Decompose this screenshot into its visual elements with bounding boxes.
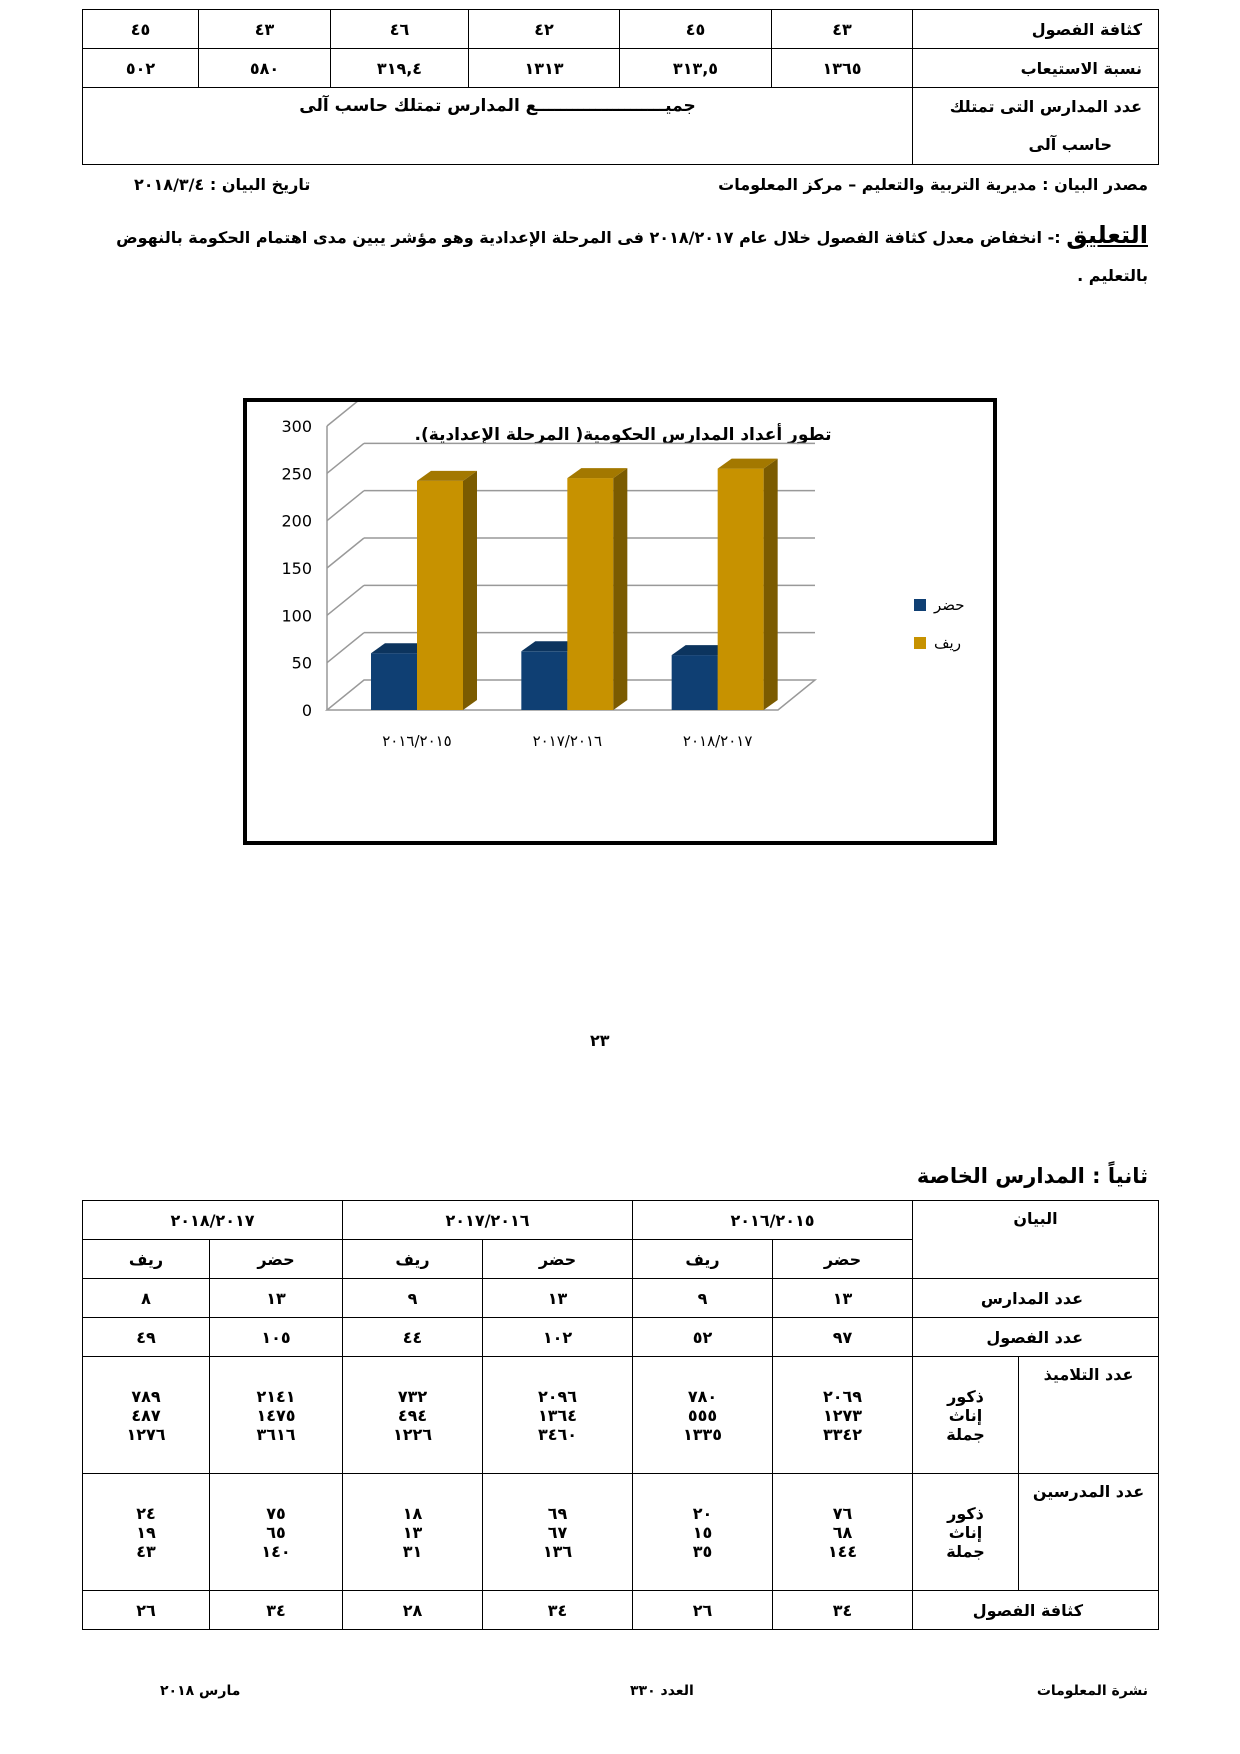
legend-label: حضر bbox=[934, 596, 965, 614]
table-top bbox=[82, 9, 1159, 165]
cell: ٤٤ bbox=[343, 1318, 483, 1357]
footer-date: مارس ٢٠١٨ bbox=[160, 1683, 241, 1699]
cell: ١٣ bbox=[210, 1279, 343, 1318]
gridline bbox=[327, 491, 364, 521]
cell: ٣٤ bbox=[773, 1591, 913, 1630]
comment-label: التعليق bbox=[1066, 221, 1148, 249]
row-label-computers bbox=[913, 88, 1159, 165]
cell: ٩ bbox=[343, 1279, 483, 1318]
cell: ٢١٤١ ١٤٧٥ ٣٦١٦ bbox=[210, 1357, 343, 1474]
row-label-classes: عدد الفصول bbox=[913, 1318, 1159, 1357]
y-tick-label: 250 bbox=[281, 464, 312, 484]
footer-publication: نشرة المعلومات bbox=[1036, 1683, 1148, 1699]
page-number: ٢٣ bbox=[590, 1031, 610, 1050]
row-label-teachers bbox=[1019, 1474, 1159, 1591]
sub-label-total: جملة bbox=[946, 1541, 985, 1561]
bar-front bbox=[567, 478, 613, 710]
cell: ٣١٣,٥ bbox=[620, 49, 772, 88]
computers-value-text: جميــــــــــــــــــــــع المدارس تمتلك حاسب آلى bbox=[299, 96, 696, 116]
year-header: ٢٠١٨/٢٠١٧ bbox=[83, 1201, 343, 1240]
data-date: تاريخ البيان : ٢٠١٨/٣/٤ bbox=[134, 175, 311, 194]
bar-front bbox=[672, 655, 718, 710]
bar-side bbox=[463, 471, 477, 710]
chart-frame bbox=[243, 398, 997, 845]
y-tick-label: 200 bbox=[281, 511, 312, 531]
cell: ٥٠٢ bbox=[83, 49, 199, 88]
cell: ٦٩ ٦٧ ١٣٦ bbox=[483, 1474, 633, 1591]
bars bbox=[371, 459, 778, 710]
row-label-density: كثافة الفصول bbox=[913, 10, 1159, 49]
sub-header: ريف bbox=[633, 1240, 773, 1279]
cell: ٢٦ bbox=[83, 1591, 210, 1630]
teachers-sub-labels bbox=[913, 1474, 1019, 1591]
sub-label-female: إناث bbox=[948, 1405, 983, 1425]
cell: ٣١٩,٤ bbox=[331, 49, 469, 88]
computers-value bbox=[83, 88, 913, 165]
cell: ٥٢ bbox=[633, 1318, 773, 1357]
y-tick-label: 0 bbox=[301, 701, 312, 720]
table-row bbox=[83, 88, 1159, 165]
computers-label-line1: عدد المدارس التى تمتلك bbox=[949, 97, 1142, 116]
gridline bbox=[327, 402, 364, 426]
bar-chart bbox=[247, 402, 993, 841]
cell: ٤٢ bbox=[469, 10, 620, 49]
bar-front bbox=[718, 469, 764, 710]
cell: ٤٣ bbox=[772, 10, 913, 49]
sub-header: ريف bbox=[83, 1240, 210, 1279]
row-label-schools: عدد المدارس bbox=[913, 1279, 1159, 1318]
row-label-density: كثافة الفصول bbox=[913, 1591, 1159, 1630]
row-label-students bbox=[1019, 1357, 1159, 1474]
cell: ١٠٥ bbox=[210, 1318, 343, 1357]
computers-label-line2: حاسب آلى bbox=[1028, 135, 1112, 154]
sub-header: حضر bbox=[773, 1240, 913, 1279]
table-private-schools bbox=[82, 1200, 1159, 1630]
y-tick-label: 150 bbox=[281, 559, 312, 578]
section-title: ثانياً : المدارس الخاصة bbox=[916, 1164, 1148, 1188]
cell: ٤٣ bbox=[199, 10, 331, 49]
cell: ١٣ bbox=[483, 1279, 633, 1318]
comment bbox=[95, 216, 1148, 295]
cell: ٥٨٠ bbox=[199, 49, 331, 88]
y-tick-label: 300 bbox=[281, 417, 312, 436]
cell: ٢٠٩٦ ١٣٦٤ ٣٤٦٠ bbox=[483, 1357, 633, 1474]
table-row bbox=[83, 10, 1159, 49]
row-label-absorption: نسبة الاستيعاب bbox=[913, 49, 1159, 88]
bar-front bbox=[417, 481, 463, 710]
cell: ٧٨٠ ٥٥٥ ١٣٣٥ bbox=[633, 1357, 773, 1474]
gridline bbox=[327, 585, 364, 615]
cell: ٨ bbox=[83, 1279, 210, 1318]
header-label bbox=[913, 1201, 1159, 1279]
bar-side bbox=[764, 459, 778, 710]
data-source: مصدر البيان : مديرية التربية والتعليم – مركز المعلومات bbox=[718, 175, 1148, 194]
students-sub-labels bbox=[913, 1357, 1019, 1474]
cell: ٢٤ ١٩ ٤٣ bbox=[83, 1474, 210, 1591]
x-tick-label: ٢٠١٨/٢٠١٧ bbox=[682, 732, 753, 750]
sub-header: حضر bbox=[483, 1240, 633, 1279]
table-row bbox=[83, 1474, 1159, 1591]
cell: ١٣ bbox=[773, 1279, 913, 1318]
table-row bbox=[83, 1201, 1159, 1240]
cell: ١٣٦٥ bbox=[772, 49, 913, 88]
teachers-label: عدد المدرسين bbox=[1032, 1482, 1145, 1501]
cell: ٢٦ bbox=[633, 1591, 773, 1630]
cell: ٧٥ ٦٥ ١٤٠ bbox=[210, 1474, 343, 1591]
cell: ٣٤ bbox=[210, 1591, 343, 1630]
cell: ٧٣٢ ٤٩٤ ١٢٢٦ bbox=[343, 1357, 483, 1474]
cell: ١٠٢ bbox=[483, 1318, 633, 1357]
table-row bbox=[83, 1279, 1159, 1318]
table-row bbox=[83, 1357, 1159, 1474]
bar bbox=[417, 471, 477, 710]
legend-label: ريف bbox=[934, 634, 961, 652]
sub-header: ريف bbox=[343, 1240, 483, 1279]
cell: ٧٦ ٦٨ ١٤٤ bbox=[773, 1474, 913, 1591]
chart-title: تطور أعداد المدارس الحكومية( المرحلة الإعدادية). bbox=[414, 425, 832, 445]
cell: ٣٤ bbox=[483, 1591, 633, 1630]
bar bbox=[567, 468, 627, 710]
y-axis-ticks bbox=[281, 417, 312, 720]
table-row bbox=[83, 1318, 1159, 1357]
legend-swatch bbox=[914, 637, 926, 649]
header-label-text: البيان bbox=[1013, 1209, 1058, 1228]
sub-label-female: إناث bbox=[948, 1522, 983, 1542]
footer-issue: العدد ٣٣٠ bbox=[630, 1683, 694, 1699]
cell: ٢٠ ١٥ ٣٥ bbox=[633, 1474, 773, 1591]
sub-label-male: ذكور bbox=[947, 1503, 984, 1523]
cell: ٤٥ bbox=[620, 10, 772, 49]
bar bbox=[718, 459, 778, 710]
x-tick-label: ٢٠١٧/٢٠١٦ bbox=[532, 732, 603, 750]
cell: ٤٦ bbox=[331, 10, 469, 49]
year-header: ٢٠١٦/٢٠١٥ bbox=[633, 1201, 913, 1240]
bar-front bbox=[521, 651, 567, 710]
cell: ٢٨ bbox=[343, 1591, 483, 1630]
x-tick-label: ٢٠١٦/٢٠١٥ bbox=[382, 732, 452, 750]
x-axis-labels bbox=[382, 732, 752, 750]
students-label: عدد التلاميذ bbox=[1043, 1365, 1134, 1384]
sub-label-total: جملة bbox=[946, 1424, 985, 1444]
table-row bbox=[83, 49, 1159, 88]
gridline bbox=[327, 538, 364, 568]
cell: ٤٥ bbox=[83, 10, 199, 49]
cell: ٩٧ bbox=[773, 1318, 913, 1357]
y-tick-label: 50 bbox=[291, 653, 312, 673]
cell: ١٣١٣ bbox=[469, 49, 620, 88]
cell: ٧٨٩ ٤٨٧ ١٢٧٦ bbox=[83, 1357, 210, 1474]
table-row bbox=[83, 1591, 1159, 1630]
gridline bbox=[327, 633, 364, 663]
comment-text: :- انخفاض معدل كثافة الفصول خلال عام ٢٠١٨/٢٠١٧ فى المرحلة الإعدادية وهو مؤشر يبين مدى اهتمام الحكومة بالنهوض بالتعليم . bbox=[116, 228, 1148, 285]
legend-swatch bbox=[914, 599, 926, 611]
cell: ٤٩ bbox=[83, 1318, 210, 1357]
cell: ٢٠٦٩ ١٢٧٣ ٣٣٤٢ bbox=[773, 1357, 913, 1474]
legend bbox=[914, 596, 965, 652]
cell: ٩ bbox=[633, 1279, 773, 1318]
y-tick-label: 100 bbox=[281, 606, 312, 626]
sub-label-male: ذكور bbox=[947, 1386, 984, 1406]
gridline bbox=[327, 443, 364, 473]
sub-header: حضر bbox=[210, 1240, 343, 1279]
bar-side bbox=[613, 468, 627, 710]
cell: ١٨ ١٣ ٣١ bbox=[343, 1474, 483, 1591]
year-header: ٢٠١٧/٢٠١٦ bbox=[343, 1201, 633, 1240]
bar-front bbox=[371, 653, 417, 710]
